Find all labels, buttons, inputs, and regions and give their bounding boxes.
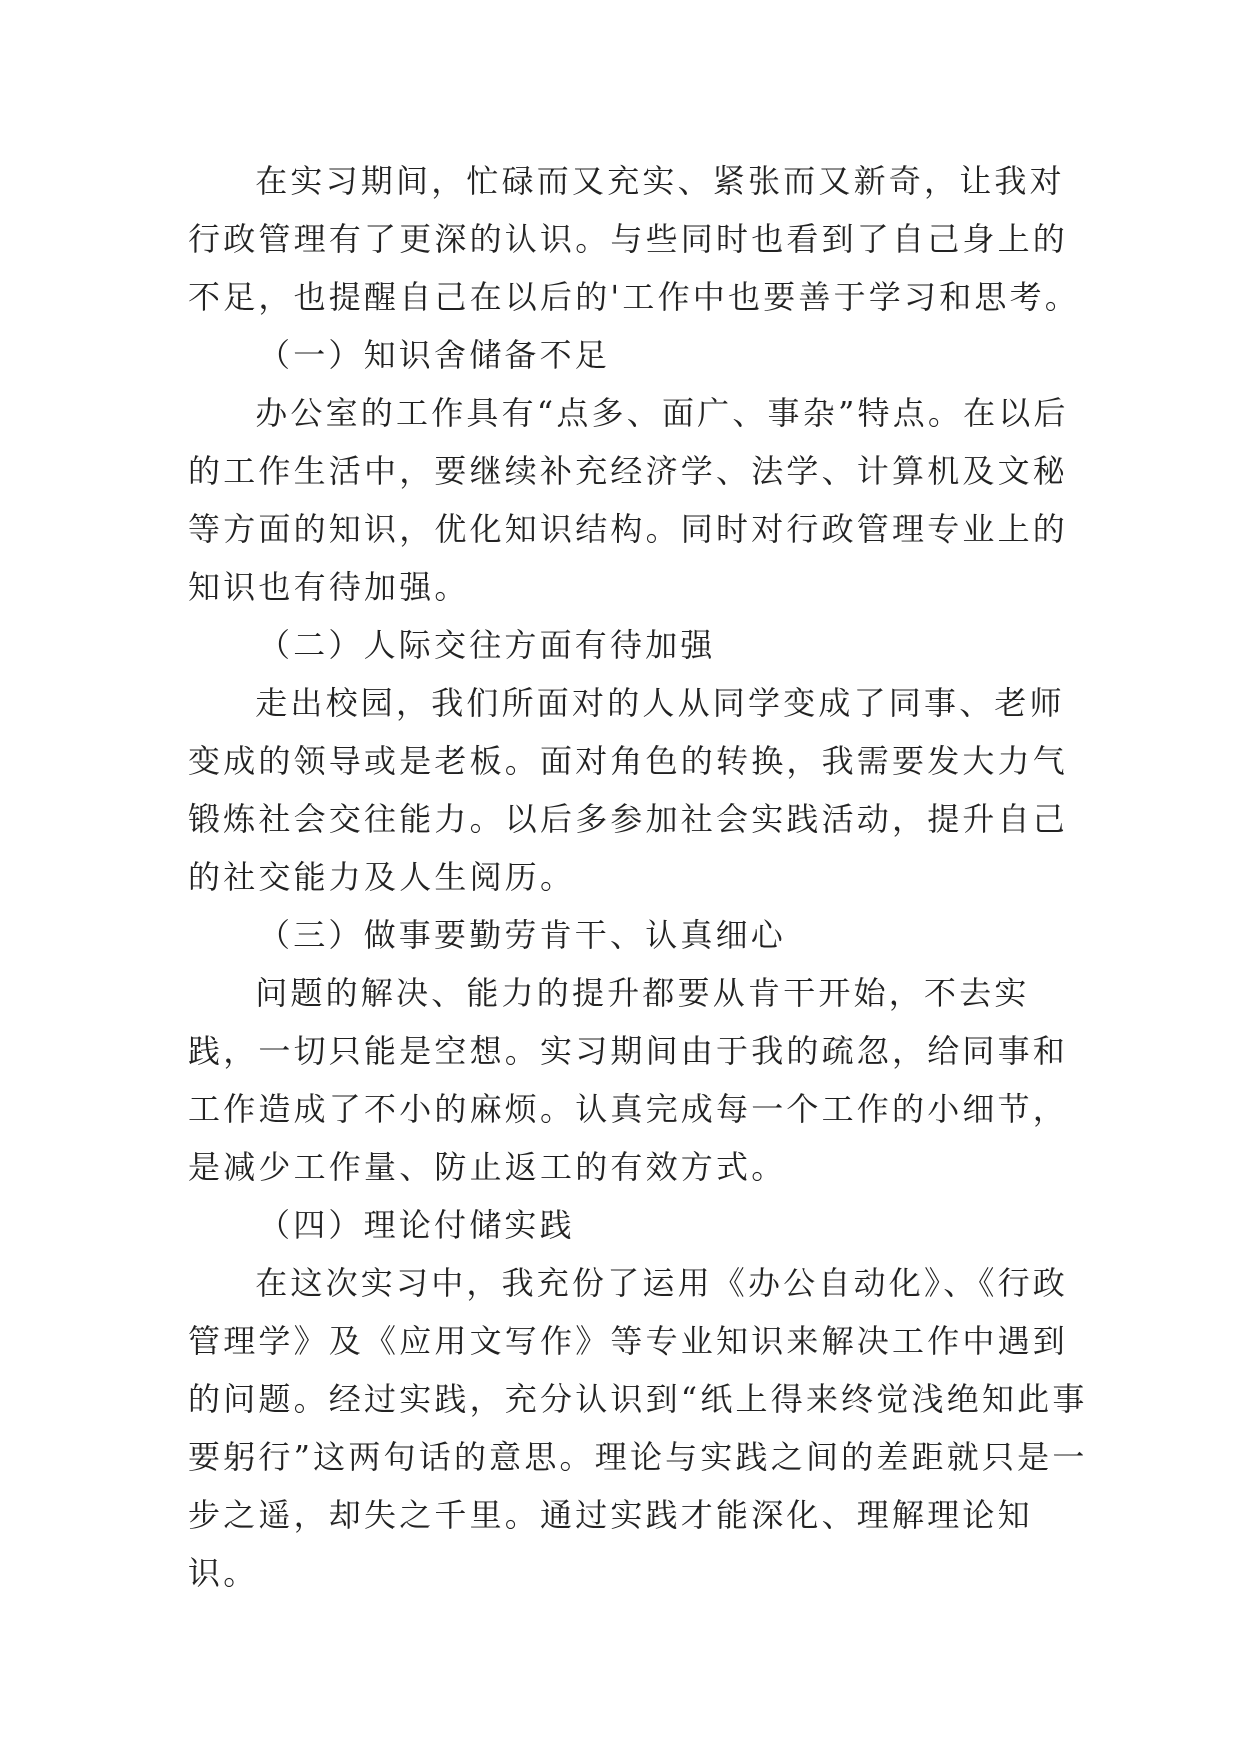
paragraph-interpersonal: 走出校园，我们所面对的人从同学变成了同事、老师变成的领导或是老板。面对角色的转换，我需要发大力气锻炼社会交往能力。以后多参加社会实践活动，提升自己的社交能力及人生阅历。 <box>188 684 1069 896</box>
paragraph-knowledge: 办公室的工作具有“点多、面广、事杂”特点。在以后的工作生活中，要继续补充经济学、法学、计算机及文秘等方面的知识，优化知识结构。同时对行政管理专业上的知识也有待加强。 <box>188 394 1069 606</box>
section-heading-3: （三）做事要勤劳肯干、认真细心 <box>258 916 787 954</box>
section-heading-2: （二）人际交往方面有待加强 <box>258 626 716 664</box>
paragraph-intro: 在实习期间，忙碌而又充实、紧张而又新奇，让我对行政管理有了更深的认识。与些同时也看到了自己身上的不足，也提醒自己在以后的'工作中也要善于学习和思考。 <box>188 162 1080 316</box>
paragraph-practice: 在这次实习中，我充份了运用《办公自动化》、《行政管理学》及《应用文写作》等专业知识来解决工作中遇到的问题。经过实践，充分认识到“纸上得来终觉浅绝知此事要躬行”这两句话的意思。理论与实践之间的差距就只是一步之遥，却失之千里。通过实践才能深化、理解理论知识。 <box>188 1264 1088 1592</box>
document-body <box>188 152 1088 1602</box>
paragraph-diligence: 问题的解决、能力的提升都要从肯干开始，不去实践，一切只能是空想。实习期间由于我的疏忽，给同事和工作造成了不小的麻烦。认真完成每一个工作的小细节，是减少工作量、防止返工的有效方式。 <box>188 974 1069 1186</box>
section-heading-4: （四）理论付储实践 <box>258 1206 575 1244</box>
section-heading-1: （一）知识舍储备不足 <box>258 336 611 374</box>
